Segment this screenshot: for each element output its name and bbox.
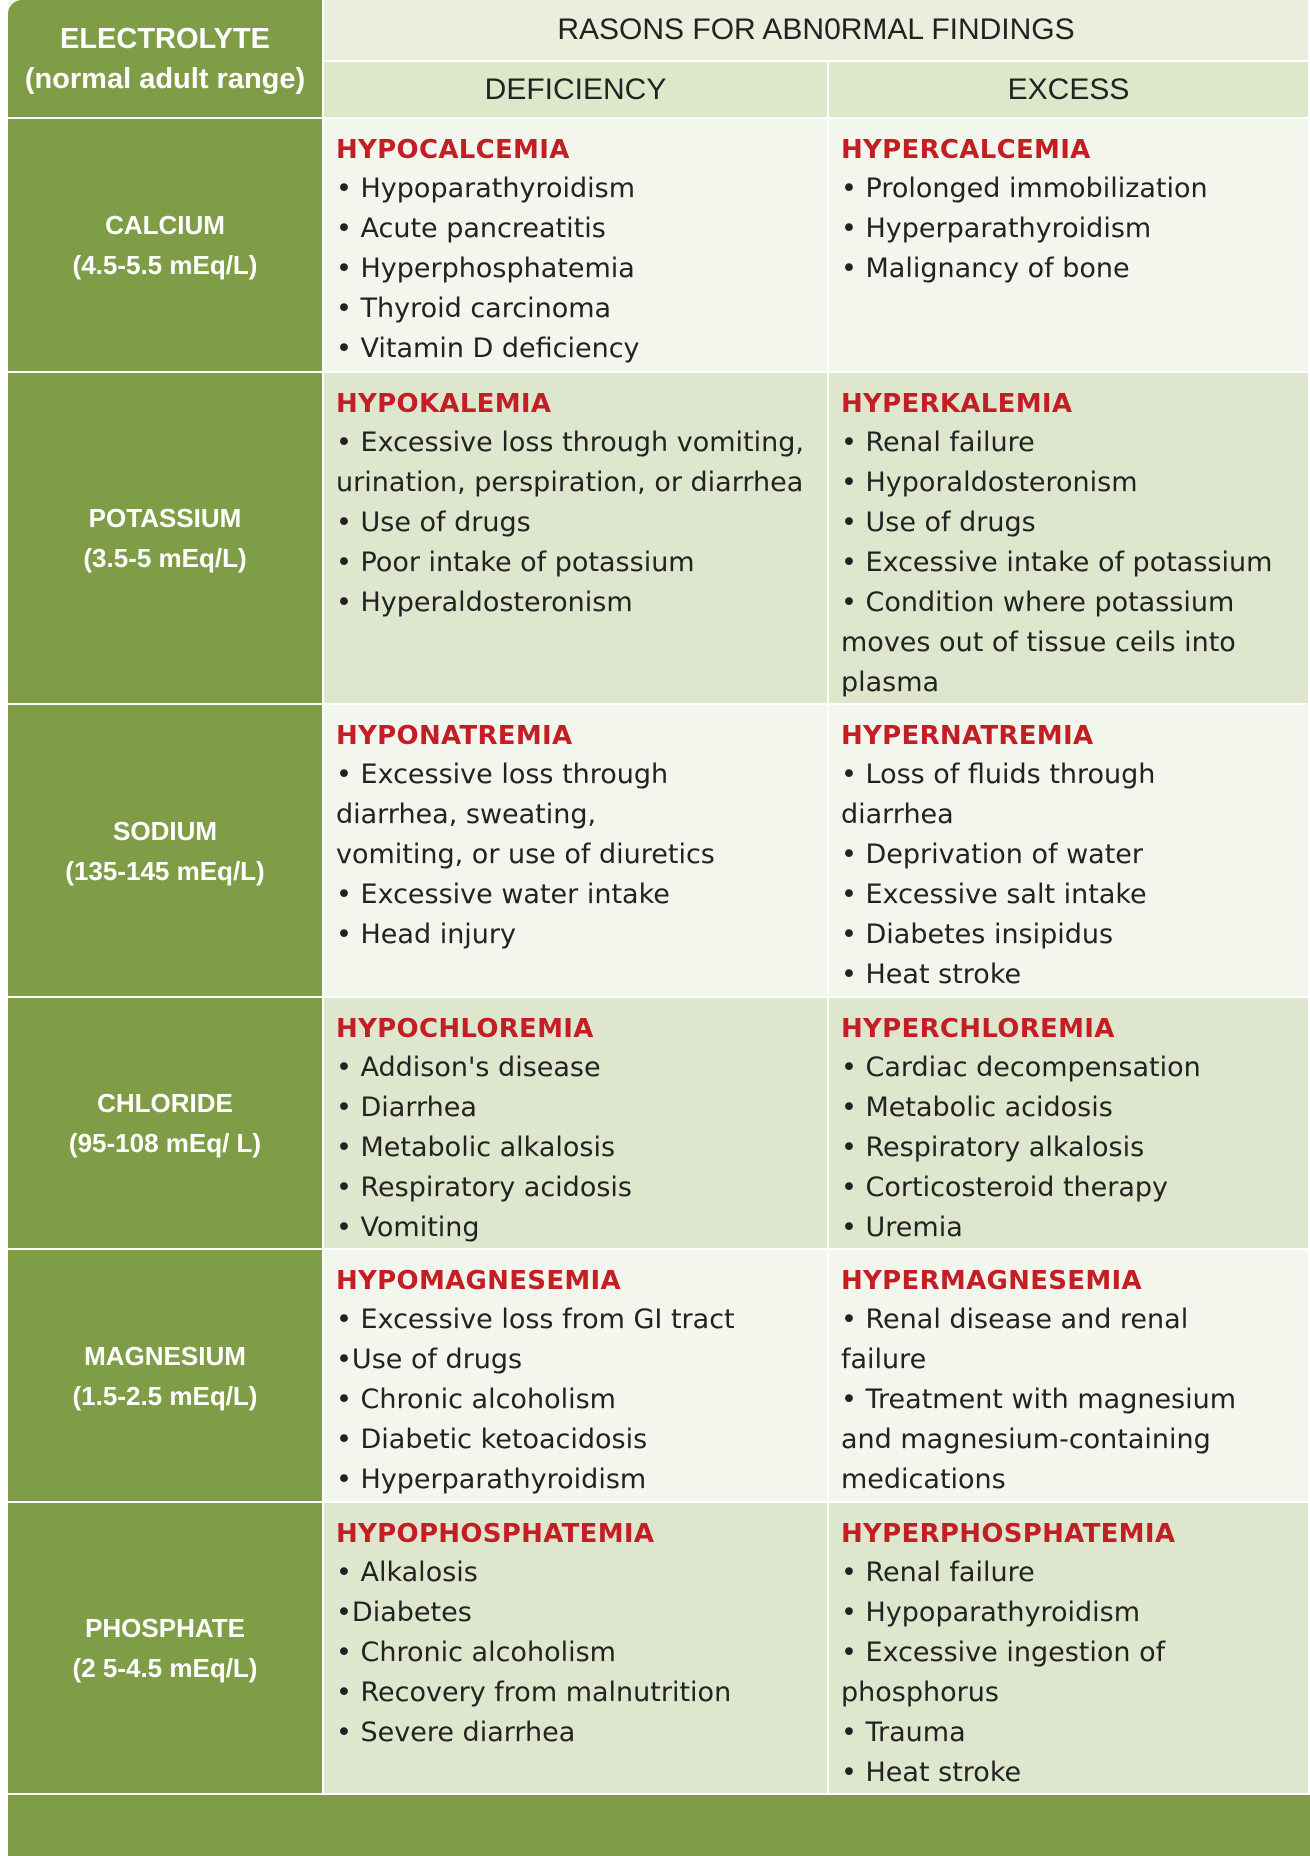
excess-header: EXCESS (829, 62, 1310, 119)
cause-item: phosphorus (841, 1677, 999, 1708)
cause-item: • Deprivation of water (841, 839, 1144, 870)
cause-item: • Excessive loss through (336, 759, 669, 790)
condition-name: HYPERCALCEMIA (841, 135, 1091, 165)
cause-item: diarrhea (841, 799, 954, 830)
cause-item: • Renal failure (841, 427, 1035, 458)
condition-name: HYPONATREMIA (336, 721, 573, 751)
cause-item: • Excessive salt intake (841, 879, 1147, 910)
cause-item: • Treatment with magnesium (841, 1384, 1237, 1415)
electrolyte-range: (1.5-2.5 mEq/L) (72, 1380, 258, 1411)
electrolyte-cell-calcium (8, 119, 324, 373)
cause-item: • Use of drugs (336, 507, 531, 538)
cause-item: • Cardiac decompensation (841, 1052, 1201, 1083)
condition-name: HYPOKALEMIA (336, 389, 552, 419)
excess-cell-sodium (829, 705, 1310, 998)
cause-item: • Acute pancreatitis (336, 213, 606, 244)
cause-item: • Renal disease and renal (841, 1304, 1189, 1335)
cause-item: • Trauma (841, 1717, 966, 1748)
cause-item: diarrhea, sweating, (336, 799, 597, 830)
cause-item: • Vitamin D deficiency (336, 333, 640, 364)
cause-item: urination, perspiration, or diarrhea (336, 467, 804, 498)
cause-item: • Heat stroke (841, 1757, 1022, 1788)
cause-item: • Renal failure (841, 1557, 1035, 1588)
electrolyte-cell-chloride (8, 998, 324, 1250)
cause-item: • Diabetic ketoacidosis (336, 1424, 648, 1455)
cause-item: • Loss of fluids through (841, 759, 1156, 790)
condition-name: HYPOPHOSPHATEMIA (336, 1519, 655, 1549)
electrolyte-name: CHLORIDE (97, 1088, 233, 1118)
cause-item: • Excessive water intake (336, 879, 670, 910)
cause-item: • Head injury (336, 919, 516, 950)
deficiency-cell-sodium (324, 705, 829, 998)
excess-cell-potassium (829, 373, 1310, 705)
cause-item: • Diarrhea (336, 1092, 477, 1123)
cause-item: plasma (841, 667, 940, 698)
electrolyte-cell-potassium (8, 373, 324, 705)
cause-item: • Respiratory alkalosis (841, 1132, 1145, 1163)
electrolyte-range: (2 5-4.5 mEq/L) (72, 1653, 258, 1683)
electrolyte-range: (135-145 mEq/L) (65, 855, 265, 886)
electrolyte-name: POTASSIUM (88, 503, 242, 533)
condition-name: HYPOCALCEMIA (336, 135, 570, 165)
condition-name: HYPOMAGNESEMIA (336, 1266, 621, 1296)
cause-item: •Use of drugs (336, 1344, 523, 1375)
deficiency-cell-phosphate (324, 1503, 829, 1795)
cause-item: • Uremia (841, 1212, 963, 1243)
cause-item: • Chronic alcoholism (336, 1384, 616, 1415)
cause-item: • Use of drugs (841, 507, 1036, 538)
electrolyte-cell-sodium (8, 705, 324, 998)
cause-item: • Excessive ingestion of (841, 1637, 1166, 1668)
cause-item: • Excessive loss through vomiting, (336, 427, 804, 458)
cause-item: • Severe diarrhea (336, 1717, 576, 1748)
electrolyte-column-header (8, 0, 324, 119)
excess-cell-calcium (829, 119, 1310, 373)
electrolyte-name: CALCIUM (105, 210, 225, 240)
cause-item: • Hyperparathyroidism (841, 213, 1152, 244)
cause-item: • Condition where potassium (841, 587, 1235, 618)
electrolyte-cell-phosphate (8, 1503, 324, 1795)
cause-item: • Chronic alcoholism (336, 1637, 616, 1668)
condition-name: HYPERPHOSPHATEMIA (841, 1519, 1176, 1549)
deficiency-header: DEFICIENCY (324, 62, 829, 119)
condition-name: HYPOCHLOREMIA (336, 1014, 594, 1044)
electrolyte-label: ELECTROLYTE (59, 22, 270, 55)
cause-item: • Hyperparathyroidism (336, 1464, 647, 1495)
condition-name: HYPERCHLOREMIA (841, 1014, 1115, 1044)
condition-name: HYPERNATREMIA (841, 721, 1094, 751)
cause-item: • Hyperphosphatemia (336, 253, 635, 284)
cause-item: moves out of tissue ceils into (841, 627, 1236, 658)
excess-cell-magnesium (829, 1250, 1310, 1503)
cause-item: • Hyporaldosteronism (841, 467, 1138, 498)
electrolyte-table (8, 0, 1310, 1804)
electrolyte-name: SODIUM (113, 815, 217, 846)
deficiency-cell-potassium (324, 373, 829, 705)
cause-item: • Malignancy of bone (841, 253, 1130, 284)
electrolyte-name: PHOSPHATE (85, 1613, 245, 1643)
electrolyte-range: (95-108 mEq/ L) (68, 1128, 262, 1158)
cause-item: • Poor intake of potassium (336, 547, 695, 578)
cause-item: • Prolonged immobilization (841, 173, 1208, 204)
cause-item: • Excessive intake of potassium (841, 547, 1273, 578)
cause-item: and magnesium-containing (841, 1424, 1211, 1455)
table-footer-band (8, 1795, 1310, 1856)
cause-item: • Excessive loss from GI tract (336, 1304, 735, 1335)
cause-item: vomiting, or use of diuretics (336, 839, 715, 870)
cause-item: • Thyroid carcinoma (336, 293, 612, 324)
cause-item: medications (841, 1464, 1006, 1495)
condition-name: HYPERMAGNESEMIA (841, 1266, 1142, 1296)
deficiency-cell-calcium (324, 119, 829, 373)
range-label: (normal adult range) (24, 62, 306, 95)
cause-item: failure (841, 1344, 927, 1375)
reasons-title: RASONS FOR ABN0RMAL FINDINGS (324, 0, 1310, 62)
deficiency-cell-magnesium (324, 1250, 829, 1503)
cause-item: • Hypoparathyroidism (336, 173, 635, 204)
cause-item: • Addison's disease (336, 1052, 601, 1083)
deficiency-cell-chloride (324, 998, 829, 1250)
cause-item: • Heat stroke (841, 959, 1022, 990)
condition-name: HYPERKALEMIA (841, 389, 1073, 419)
cause-item: • Metabolic acidosis (841, 1092, 1113, 1123)
cause-item: • Alkalosis (336, 1557, 478, 1588)
electrolyte-range: (3.5-5 mEq/L) (83, 543, 247, 573)
electrolyte-range: (4.5-5.5 mEq/L) (72, 250, 258, 280)
cause-item: • Vomiting (336, 1212, 480, 1243)
electrolyte-name: MAGNESIUM (84, 1340, 246, 1371)
cause-item: • Respiratory acidosis (336, 1172, 632, 1203)
electrolyte-cell-magnesium (8, 1250, 324, 1503)
excess-cell-chloride (829, 998, 1310, 1250)
cause-item: • Recovery from malnutrition (336, 1677, 732, 1708)
cause-item: • Metabolic alkalosis (336, 1132, 616, 1163)
excess-cell-phosphate (829, 1503, 1310, 1795)
cause-item: • Hyperaldosteronism (336, 587, 633, 618)
cause-item: • Hypoparathyroidism (841, 1597, 1140, 1628)
cause-item: •Diabetes (336, 1597, 472, 1628)
cause-item: • Corticosteroid therapy (841, 1172, 1169, 1203)
cause-item: • Diabetes insipidus (841, 919, 1114, 950)
